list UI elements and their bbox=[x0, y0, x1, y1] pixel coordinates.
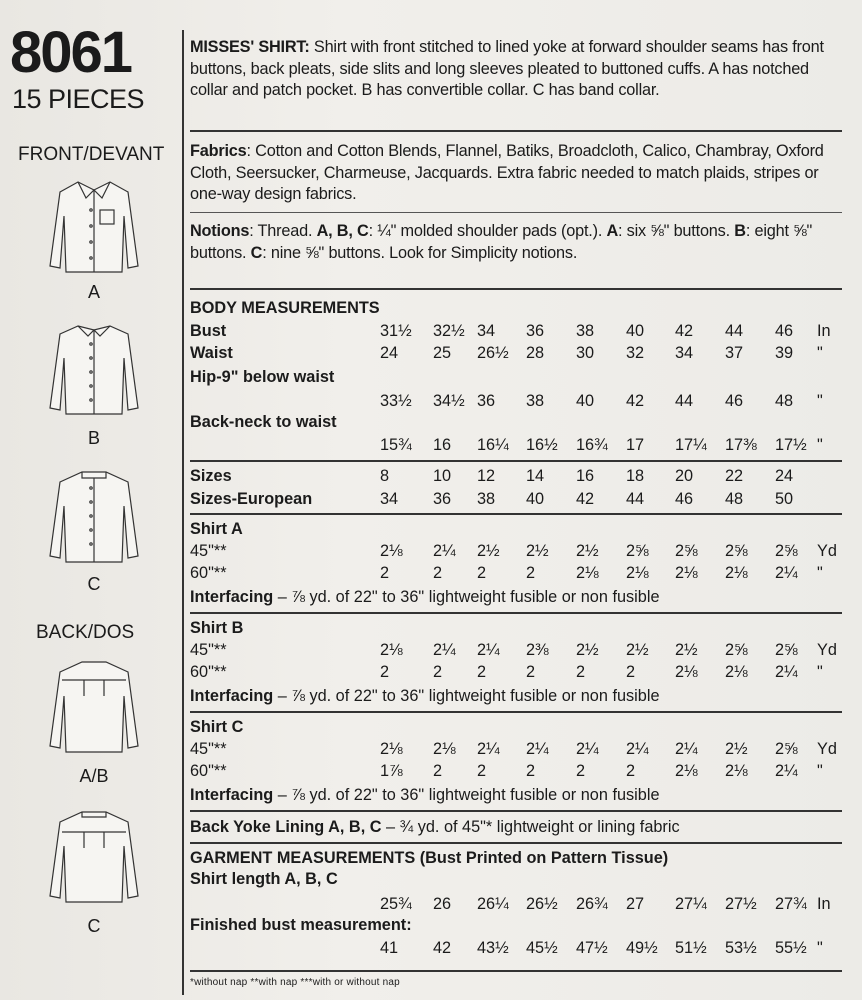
value-cell: 53½ bbox=[725, 939, 757, 957]
divider bbox=[190, 130, 842, 132]
value-cell: 2⅝ bbox=[675, 542, 698, 560]
finished-bust-label: Finished bust measurement: bbox=[190, 916, 412, 934]
value-cell: 26¾ bbox=[576, 895, 608, 913]
column-divider bbox=[182, 30, 184, 995]
value-cell: 32½ bbox=[433, 322, 465, 340]
value-cell: 2⅛ bbox=[380, 542, 403, 560]
value-cell: 26 bbox=[433, 895, 452, 913]
hip-row bbox=[190, 391, 842, 411]
value-cell: 17¼ bbox=[675, 436, 707, 454]
value-cell: 2¼ bbox=[775, 663, 798, 681]
value-cell: 42 bbox=[626, 392, 645, 410]
value-cell: 16¾ bbox=[576, 436, 608, 454]
value-cell: 31½ bbox=[380, 322, 412, 340]
value-cell: 25¾ bbox=[380, 895, 412, 913]
views-column bbox=[0, 0, 186, 1000]
divider bbox=[190, 612, 842, 614]
value-cell: 2 bbox=[477, 564, 487, 582]
divider bbox=[190, 288, 842, 290]
shirt-b-45-row bbox=[190, 640, 842, 660]
row-label: 45"** bbox=[190, 740, 227, 758]
view-label-ab-back: A/B bbox=[79, 766, 109, 786]
value-cell: 2⅛ bbox=[675, 564, 698, 582]
shirt-b-interfacing: Interfacing – ⅞ yd. of 22" to 36" lightweight fusible or non fusible bbox=[190, 687, 660, 705]
value-cell: 24 bbox=[380, 344, 399, 362]
value-cell: 2 bbox=[626, 762, 636, 780]
shirt-c-front-illustration bbox=[48, 466, 140, 564]
value-cell: 2 bbox=[477, 663, 487, 681]
shirt-length-row bbox=[190, 894, 842, 914]
value-cell: 50 bbox=[775, 490, 794, 508]
shirt-a-45-row bbox=[190, 541, 842, 561]
front-label: FRONT/DEVANT bbox=[18, 144, 165, 165]
divider bbox=[190, 842, 842, 844]
value-cell: 34 bbox=[477, 322, 496, 340]
back-label: BACK/DOS bbox=[36, 622, 135, 643]
value-cell: 2¼ bbox=[675, 740, 698, 758]
unit-cell: Yd bbox=[817, 740, 837, 758]
notions-label: Notions bbox=[190, 222, 250, 240]
value-cell: 2½ bbox=[675, 641, 698, 659]
value-cell: 2 bbox=[526, 762, 536, 780]
value-cell: 2 bbox=[433, 663, 443, 681]
value-cell: 20 bbox=[675, 467, 694, 485]
value-cell: 2⅛ bbox=[675, 663, 698, 681]
shirt-a-interfacing: Interfacing – ⅞ yd. of 22" to 36" lightweight fusible or non fusible bbox=[190, 588, 660, 606]
value-cell: 42 bbox=[433, 939, 452, 957]
shirt-c-60-row bbox=[190, 761, 842, 781]
value-cell: 51½ bbox=[675, 939, 707, 957]
value-cell: 2 bbox=[433, 762, 443, 780]
value-cell: 2¼ bbox=[526, 740, 549, 758]
notions: Notions: Thread. A, B, C: ¼" molded shoulder pads (opt.). A: six ⅝" buttons. B: eight ⅝" buttons. C: nine ⅝" buttons. Look for Simplicity notions. bbox=[190, 222, 813, 262]
value-cell: 32 bbox=[626, 344, 645, 362]
description-text: Shirt with front stitched to lined yoke at forward shoulder seams has front buttons, back pleats, side slits and long sleeves pleated to buttoned cuffs. A has notched collar and patch pocket. B has convertible collar. C has band collar. bbox=[190, 38, 824, 99]
value-cell: 2⅛ bbox=[380, 740, 403, 758]
value-cell: 17 bbox=[626, 436, 645, 454]
value-cell: 45½ bbox=[526, 939, 558, 957]
value-cell: 2½ bbox=[526, 542, 549, 560]
value-cell: 2 bbox=[576, 663, 586, 681]
shirt-a-title: Shirt A bbox=[190, 520, 243, 538]
value-cell: 14 bbox=[526, 467, 545, 485]
unit-cell: " bbox=[817, 762, 823, 780]
value-cell: 48 bbox=[775, 392, 794, 410]
value-cell: 2⅛ bbox=[576, 564, 599, 582]
unit-cell: " bbox=[817, 344, 823, 362]
value-cell: 2¼ bbox=[477, 740, 500, 758]
value-cell: 42 bbox=[675, 322, 694, 340]
shirt-c-45-row bbox=[190, 739, 842, 759]
value-cell: 47½ bbox=[576, 939, 608, 957]
shirt-a-60-row bbox=[190, 563, 842, 583]
sizes-row bbox=[190, 466, 842, 486]
value-cell: 39 bbox=[775, 344, 794, 362]
row-label: 45"** bbox=[190, 542, 227, 560]
divider bbox=[190, 460, 842, 462]
value-cell: 17⅜ bbox=[725, 436, 757, 454]
value-cell: 27¾ bbox=[775, 895, 807, 913]
value-cell: 2¼ bbox=[775, 564, 798, 582]
value-cell: 2 bbox=[526, 663, 536, 681]
value-cell: 2¼ bbox=[775, 762, 798, 780]
value-cell: 2½ bbox=[725, 740, 748, 758]
value-cell: 44 bbox=[675, 392, 694, 410]
value-cell: 2¼ bbox=[576, 740, 599, 758]
value-cell: 22 bbox=[725, 467, 744, 485]
value-cell: 40 bbox=[626, 322, 645, 340]
value-cell: 16 bbox=[433, 436, 452, 454]
sizes-european-row bbox=[190, 489, 842, 509]
divider bbox=[190, 513, 842, 515]
view-label-c-back: C bbox=[87, 916, 101, 936]
unit-cell: " bbox=[817, 564, 823, 582]
value-cell: 2 bbox=[380, 564, 390, 582]
divider bbox=[190, 810, 842, 812]
value-cell: 2⅛ bbox=[725, 663, 748, 681]
garment-measurements-title: GARMENT MEASUREMENTS (Bust Printed on Pattern Tissue) bbox=[190, 849, 669, 867]
footnote: *without nap **with nap ***with or without nap bbox=[190, 977, 400, 988]
back-yoke-lining: Back Yoke Lining A, B, C – ¾ yd. of 45"* lightweight or lining fabric bbox=[190, 818, 680, 836]
shirt-c-interfacing: Interfacing – ⅞ yd. of 22" to 36" lightweight fusible or non fusible bbox=[190, 786, 660, 804]
value-cell: 16 bbox=[576, 467, 595, 485]
value-cell: 2⅛ bbox=[380, 641, 403, 659]
value-cell: 2½ bbox=[626, 641, 649, 659]
value-cell: 2⅝ bbox=[725, 641, 748, 659]
row-label: 45"** bbox=[190, 641, 227, 659]
value-cell: 33½ bbox=[380, 392, 412, 410]
value-cell: 26½ bbox=[477, 344, 509, 362]
value-cell: 26½ bbox=[526, 895, 558, 913]
shirt-c-back-illustration bbox=[48, 806, 140, 904]
value-cell: 36 bbox=[433, 490, 452, 508]
value-cell: 2 bbox=[576, 762, 586, 780]
value-cell: 16¼ bbox=[477, 436, 509, 454]
value-cell: 2 bbox=[477, 762, 487, 780]
description bbox=[190, 37, 840, 102]
value-cell: 38 bbox=[576, 322, 595, 340]
row-label: Sizes-European bbox=[190, 490, 313, 508]
value-cell: 36 bbox=[526, 322, 545, 340]
value-cell: 34 bbox=[380, 490, 399, 508]
value-cell: 2⅝ bbox=[775, 542, 798, 560]
value-cell: 36 bbox=[477, 392, 496, 410]
unit-cell: Yd bbox=[817, 641, 837, 659]
divider bbox=[190, 970, 842, 972]
shirt-ab-back-illustration bbox=[48, 656, 140, 754]
value-cell: 44 bbox=[725, 322, 744, 340]
unit-cell: In bbox=[817, 322, 831, 340]
value-cell: 26¼ bbox=[477, 895, 509, 913]
value-cell: 30 bbox=[576, 344, 595, 362]
value-cell: 46 bbox=[725, 392, 744, 410]
value-cell: 2 bbox=[433, 564, 443, 582]
view-label-b: B bbox=[87, 428, 100, 448]
value-cell: 34 bbox=[675, 344, 694, 362]
pattern-number: 8061 bbox=[10, 20, 132, 85]
value-cell: 27½ bbox=[725, 895, 757, 913]
value-cell: 2½ bbox=[477, 542, 500, 560]
value-cell: 2⅛ bbox=[675, 762, 698, 780]
divider bbox=[190, 711, 842, 713]
value-cell: 42 bbox=[576, 490, 595, 508]
shirt-c-title: Shirt C bbox=[190, 718, 244, 736]
value-cell: 28 bbox=[526, 344, 545, 362]
value-cell: 10 bbox=[433, 467, 452, 485]
value-cell: 12 bbox=[477, 467, 496, 485]
shirt-a-front-illustration bbox=[48, 176, 140, 274]
value-cell: 44 bbox=[626, 490, 645, 508]
value-cell: 16½ bbox=[526, 436, 558, 454]
value-cell: 2¼ bbox=[626, 740, 649, 758]
value-cell: 27 bbox=[626, 895, 645, 913]
value-cell: 1⅞ bbox=[380, 762, 403, 780]
value-cell: 18 bbox=[626, 467, 645, 485]
value-cell: 34½ bbox=[433, 392, 465, 410]
value-cell: 46 bbox=[675, 490, 694, 508]
view-label-a: A bbox=[87, 282, 100, 302]
waist-row bbox=[190, 343, 842, 363]
value-cell: 38 bbox=[526, 392, 545, 410]
value-cell: 2 bbox=[380, 663, 390, 681]
value-cell: 2 bbox=[526, 564, 536, 582]
hip-label: Hip-9" below waist bbox=[190, 368, 335, 386]
shirt-length-label: Shirt length A, B, C bbox=[190, 870, 338, 888]
shirt-b-front-illustration bbox=[48, 318, 140, 416]
value-cell: 17½ bbox=[775, 436, 807, 454]
value-cell: 2 bbox=[626, 663, 636, 681]
value-cell: 8 bbox=[380, 467, 390, 485]
value-cell: 49½ bbox=[626, 939, 658, 957]
value-cell: 2⅝ bbox=[725, 542, 748, 560]
back-neck-label: Back-neck to waist bbox=[190, 413, 337, 431]
value-cell: 2⅝ bbox=[775, 641, 798, 659]
value-cell: 41 bbox=[380, 939, 399, 957]
value-cell: 2⅛ bbox=[433, 740, 456, 758]
unit-cell: " bbox=[817, 663, 823, 681]
value-cell: 2⅛ bbox=[725, 762, 748, 780]
fabrics bbox=[190, 141, 840, 206]
value-cell: 2¼ bbox=[433, 542, 456, 560]
value-cell: 48 bbox=[725, 490, 744, 508]
description-title: MISSES' SHIRT: bbox=[190, 38, 310, 56]
unit-cell: " bbox=[817, 939, 823, 957]
shirt-b-title: Shirt B bbox=[190, 619, 244, 637]
back-neck-row bbox=[190, 435, 842, 455]
unit-cell: " bbox=[817, 436, 823, 454]
row-label: Waist bbox=[190, 344, 233, 362]
bust-row bbox=[190, 321, 842, 341]
value-cell: 2⅝ bbox=[626, 542, 649, 560]
value-cell: 2⅜ bbox=[526, 641, 549, 659]
view-label-c: C bbox=[87, 574, 101, 594]
value-cell: 2¼ bbox=[433, 641, 456, 659]
value-cell: 24 bbox=[775, 467, 794, 485]
value-cell: 2⅝ bbox=[775, 740, 798, 758]
value-cell: 27¼ bbox=[675, 895, 707, 913]
divider bbox=[190, 212, 842, 213]
unit-cell: " bbox=[817, 392, 823, 410]
value-cell: 25 bbox=[433, 344, 452, 362]
pieces-count: 15 PIECES bbox=[12, 84, 145, 114]
row-label: Sizes bbox=[190, 467, 232, 485]
row-label: 60"** bbox=[190, 663, 227, 681]
body-measurements-title: BODY MEASUREMENTS bbox=[190, 299, 380, 317]
value-cell: 2⅛ bbox=[725, 564, 748, 582]
value-cell: 2¼ bbox=[477, 641, 500, 659]
value-cell: 43½ bbox=[477, 939, 509, 957]
value-cell: 55½ bbox=[775, 939, 807, 957]
shirt-b-60-row bbox=[190, 662, 842, 682]
value-cell: 37 bbox=[725, 344, 744, 362]
value-cell: 2⅛ bbox=[626, 564, 649, 582]
value-cell: 2½ bbox=[576, 641, 599, 659]
unit-cell: Yd bbox=[817, 542, 837, 560]
value-cell: 15¾ bbox=[380, 436, 412, 454]
fabrics-text: : Cotton and Cotton Blends, Flannel, Batiks, Broadcloth, Calico, Chambray, Oxford Cloth, Seersucker, Charmeuse, Jacquards. Extra fabric needed to match plaids, stripes or one-way design fabrics. bbox=[190, 142, 824, 203]
finished-bust-row bbox=[190, 938, 842, 958]
value-cell: 40 bbox=[526, 490, 545, 508]
row-label: Bust bbox=[190, 322, 227, 340]
row-label: 60"** bbox=[190, 564, 227, 582]
value-cell: 40 bbox=[576, 392, 595, 410]
value-cell: 2½ bbox=[576, 542, 599, 560]
value-cell: 38 bbox=[477, 490, 496, 508]
unit-cell: In bbox=[817, 895, 831, 913]
row-label: 60"** bbox=[190, 762, 227, 780]
fabrics-label: Fabrics bbox=[190, 142, 247, 160]
value-cell: 46 bbox=[775, 322, 794, 340]
